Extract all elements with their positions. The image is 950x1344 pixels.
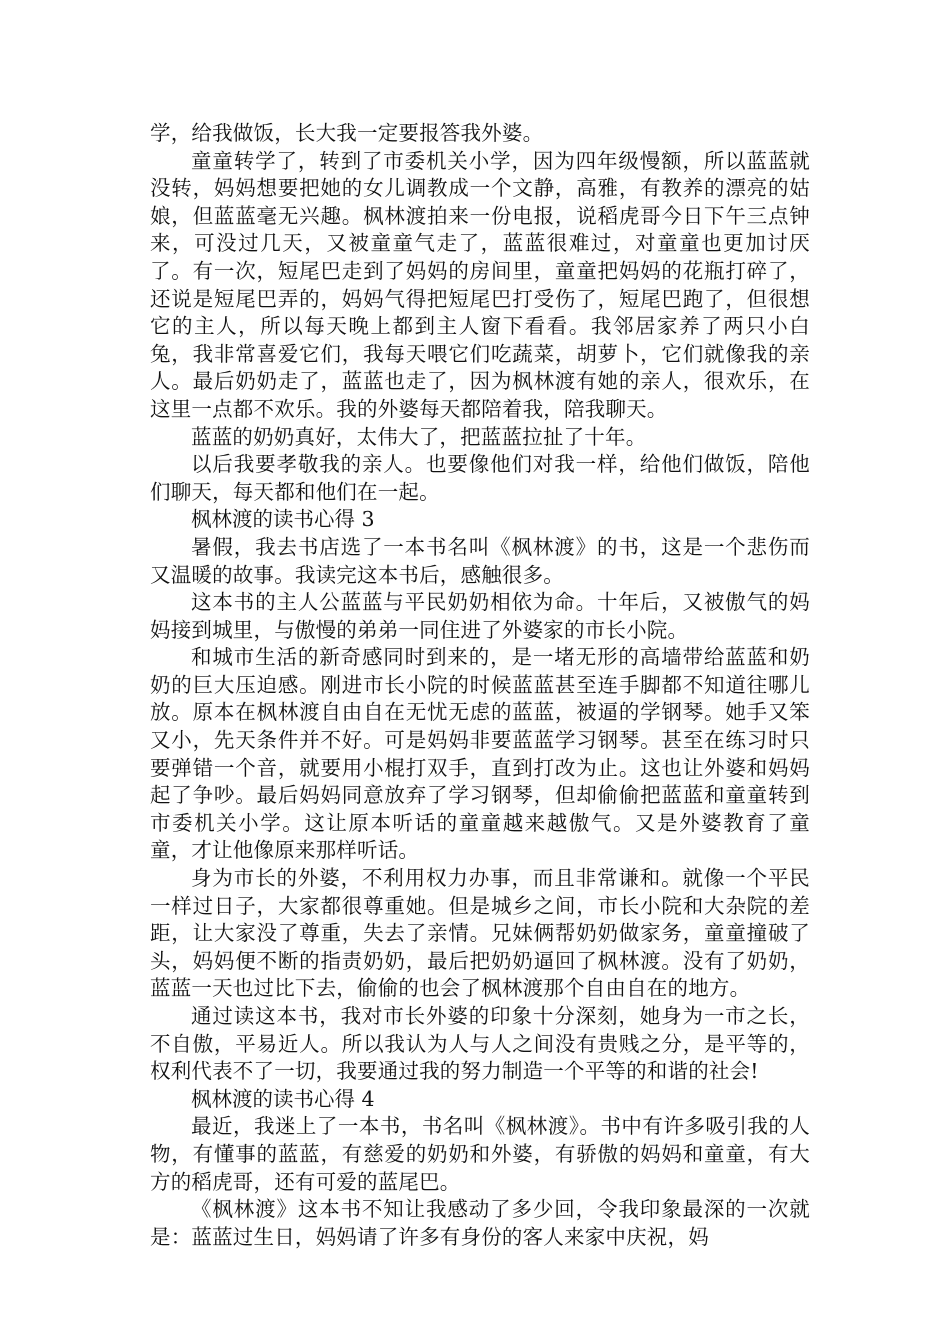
paragraph: 《枫林渡》这本书不知让我感动了多少回，令我印象最深的一次就是：蓝蓝过生日，妈妈请了许多有身份的客人来家中庆祝，妈: [150, 1197, 810, 1249]
paragraph: 蓝蓝的奶奶真好，太伟大了，把蓝蓝拉扯了十年。: [191, 424, 647, 449]
paragraph: 这本书的主人公蓝蓝与平民奶奶相依为命。十年后，又被傲气的妈妈接到城里，与傲慢的弟弟一同住进了外婆家的市长小院。: [150, 590, 810, 642]
paragraph: 通过读这本书，我对市长外婆的印象十分深刻，她身为一市之长，不自傲，平易近人。所以我认为人与人之间没有贵贱之分，是平等的，权利代表不了一切，我要通过我的努力制造一个平等的和谐的社会!: [150, 1004, 810, 1084]
paragraph: 童童转学了，转到了市委机关小学，因为四年级慢额，所以蓝蓝就没转，妈妈想要把她的女儿调教成一个文静，高雅，有教养的漂亮的姑娘，但蓝蓝毫无兴趣。枫林渡拍来一份电报，说稻虎哥今日下午三点钟来，可没过几天，又被童童气走了，蓝蓝很难过，对童童也更加讨厌了。有一次，短尾巴走到了妈妈的房间里，童童把妈妈的花瓶打碎了，还说是短尾巴弄的，妈妈气得把短尾巴打受伤了，短尾巴跑了，但很想它的主人，所以每天晚上都到主人窗下看看。我邻居家养了两只小白兔，我非常喜爱它们，我每天喂它们吃蔬菜，胡萝卜，它们就像我的亲人。最后奶奶走了，蓝蓝也走了，因为枫林渡有她的亲人，很欢乐，在这里一点都不欢乐。我的外婆每天都陪着我，陪我聊天。: [150, 148, 810, 421]
section-heading: 枫林渡的读书心得 3: [191, 507, 375, 532]
paragraph: 暑假，我去书店选了一本书名叫《枫林渡》的书，这是一个悲伤而又温暖的故事。我读完这本书后，感触很多。: [150, 534, 810, 587]
section-heading: 枫林渡的读书心得 4: [191, 1086, 375, 1111]
body-text: [150, 120, 810, 1251]
paragraph: 和城市生活的新奇感同时到来的，是一堵无形的高墙带给蓝蓝和奶奶的巨大压迫感。刚进市长小院的时候蓝蓝甚至连手脚都不知道往哪儿放。原本在枫林渡自由自在无忧无虑的蓝蓝，被逼的学钢琴。她手又笨又小，先天条件并不好。可是妈妈非要蓝蓝学习钢琴。甚至在练习时只要弹错一个音，就要用小棍打双手，直到打改为止。这也让外婆和妈妈起了争吵。最后妈妈同意放弃了学习钢琴，但却偷偷把蓝蓝和童童转到市委机关小学。这让原本听话的童童越来越傲气。又是外婆教育了童童，才让他像原来那样听话。: [150, 645, 810, 863]
paragraph: 身为市长的外婆，不利用权力办事，而且非常谦和。就像一个平民一样过日子，大家都很尊重她。但是城乡之间，市长小院和大杂院的差距，让大家没了尊重，失去了亲情。兄妹俩帮奶奶做家务，童童撞破了头，妈妈便不断的指责奶奶，最后把奶奶逼回了枫林渡。没有了奶奶，蓝蓝一天也过比下去，偷偷的也会了枫林渡那个自由自在的地方。: [150, 866, 810, 1001]
paragraph: 最近，我迷上了一本书，书名叫《枫林渡》。书中有许多吸引我的人物，有懂事的蓝蓝，有慈爱的奶奶和外婆，有骄傲的妈妈和童童，有大方的稻虎哥，还有可爱的蓝尾巴。: [150, 1114, 810, 1194]
paragraph: 以后我要孝敬我的亲人。也要像他们对我一样，给他们做饭，陪他们聊天，每天都和他们在一起。: [150, 452, 810, 504]
paragraph: 学，给我做饭，长大我一定要报答我外婆。: [150, 121, 544, 145]
